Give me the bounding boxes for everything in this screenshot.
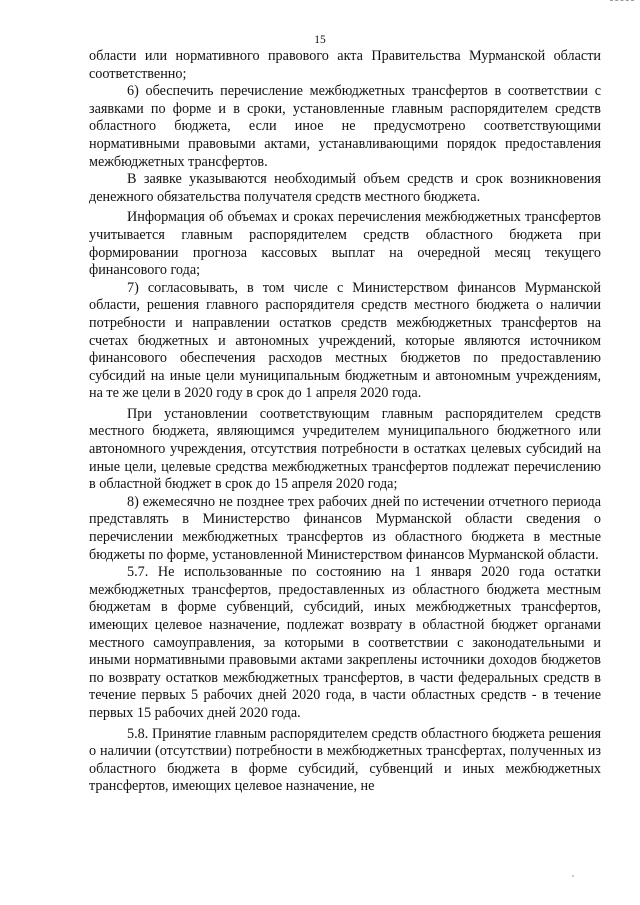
scan-corner-mark	[610, 0, 634, 3]
paragraph-establishment: При установлении соответствующим главным распорядителем средств местного бюджета, являющимся учредителем муниципального бюджетного или автономного учреждения, отсутствия потребности в остатках целевых субсидий на иные цели, целевые средства межбюджетных трансфертов подлежат перечислению в областной бюджет в срок до 15 апреля 2020 года;	[89, 405, 601, 493]
scan-speck	[572, 875, 574, 877]
paragraph-section-5-7: 5.7. Не использованные по состоянию на 1 января 2020 года остатки межбюджетных трансфертов, предоставленных из областного бюджета местным бюджетам в форме субвенций, субсидий, иных межбюджетных трансфертов, имеющих целевое назначение, подлежат возврату в областной бюджет органами местного самоуправления, за которыми в соответствии с законодательными и иными нормативными правовыми актами закреплены источники доходов бюджетов по возврату остатков межбюджетных трансфертов, в части федеральных средств в течение первых 5 рабочих дней 2020 года, в части областных средств - в течение первых 15 рабочих дней 2020 года.	[89, 564, 601, 721]
page-number: 15	[314, 34, 326, 46]
paragraph-application: В заявке указываются необходимый объем средств и срок возникновения денежного обязательства получателя средств местного бюджета.	[89, 171, 601, 205]
paragraph-continuation: области или нормативного правового акта Правительства Мурманской области соответственно;	[89, 48, 601, 82]
paragraph-information: Информация об объемах и сроках перечисления межбюджетных трансфертов учитывается главным распорядителем средств областного бюджета при формировании прогноза кассовых выплат на очередной месяц текущего финансового года;	[89, 209, 601, 279]
paragraph-section-5-8: 5.8. Принятие главным распорядителем средств областного бюджета решения о наличии (отсутствии) потребности в межбюджетных трансфертах, полученных из областного бюджета в форме субсидий, субвенций и иных межбюджетных трансфертов, имеющих целевое назначение, не	[89, 725, 601, 795]
paragraph-item-6: 6) обеспечить перечисление межбюджетных трансфертов в соответствии с заявками по форме и в сроки, установленные главным распорядителем средств областного бюджета, если иное не предусмотрено соответствующими нормативными правовыми актами, устанавливающими порядок предоставления межбюджетных трансфертов.	[89, 83, 601, 170]
paragraph-item-7: 7) согласовывать, в том числе с Министерством финансов Мурманской области, решения главного распорядителя средств местного бюджета о наличии потребности и направлении остатков средств межбюджетных трансфертов на счетах бюджетных и автономных учреждений, которые являются источником финансового обеспечения расходов местных бюджетов по предоставлению субсидий на иные цели муниципальным бюджетным и автономным учреждениям, на те же цели в 2020 году в срок до 1 апреля 2020 года.	[89, 279, 601, 402]
document-body	[89, 48, 601, 796]
paragraph-item-8: 8) ежемесячно не позднее трех рабочих дней по истечении отчетного периода представлять в Министерство финансов Мурманской области сведения о перечислении межбюджетных трансфертов из областного бюджета в местные бюджеты по форме, установленной Министерством финансов Мурманской области.	[89, 493, 601, 563]
